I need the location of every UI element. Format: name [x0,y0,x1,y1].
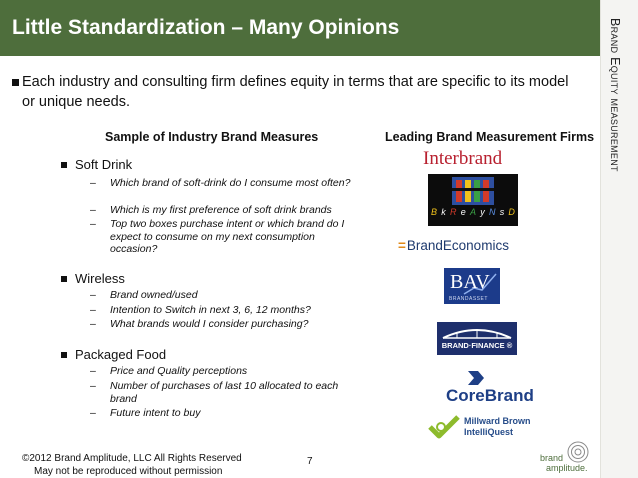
equals-icon: = [398,238,406,253]
main-bullet: Each industry and consulting firm defines equity in terms that are specific to its model or unique needs. [22,74,569,110]
millward-emblem-icon [427,414,461,440]
millward-wordmark: Millward Brown IntelliQuest [464,416,531,437]
corebrand-logo: CoreBrand [446,386,534,405]
list-item-text: Top two boxes purchase intent or which brand do I expect to consume on my next consumption occasion? [110,218,345,255]
dash-mark: – [90,380,96,392]
dash-mark: – [90,218,96,230]
dash-mark: – [90,177,96,189]
bullet-square-icon [12,79,19,86]
bridge-icon [437,322,517,342]
page-number: 7 [307,456,313,467]
category-wireless: Wireless [75,271,125,286]
list-item-text: Number of purchases of last 10 allocated to each brand [110,380,339,405]
millward-brown-logo [427,414,531,440]
footer-copyright: ©2012 Brand Amplitude, LLC All Rights Reserved May not be reproduced without permission [22,453,242,477]
brand-economics-logo: =BrandEconomics [398,238,509,253]
left-column-heading: Sample of Industry Brand Measures [105,130,319,144]
dash-mark: – [90,407,96,419]
bullet-square-icon [61,276,67,282]
list-item-text: Brand owned/used [110,289,198,301]
brand-finance-logo: BRAND·FINANCE ® [437,322,517,355]
dash-mark: – [90,318,96,330]
bullet-square-icon [61,352,67,358]
dash-mark: – [90,304,96,316]
dash-mark: – [90,204,96,216]
list-item-text: Price and Quality perceptions [110,365,248,377]
list-item-text: Which brand of soft-drink do I consume most often? [110,177,351,189]
slide-title: Little Standardization – Many Opinions [12,16,400,39]
brand-amplitude-logo: brand amplitude. [540,440,596,476]
dash-mark: – [90,289,96,301]
list-item-text: Intention to Switch in next 3, 6, 12 months? [110,304,311,316]
list-item-text: Future intent to buy [110,407,201,419]
list-item-text: What brands would I consider purchasing? [110,318,309,330]
interbrand-logo: Interbrand [423,148,503,169]
list-item-text: Which is my first preference of soft drink brands [110,204,332,216]
bullet-square-icon [61,162,67,168]
brand-keys-wordmark: B k R e A y N s D [431,207,515,217]
right-column-heading: Leading Brand Measurement Firms [385,130,595,144]
dash-mark: – [90,365,96,377]
bav-logo: BAV BRANDASSET [444,268,500,304]
category-soft-drink: Soft Drink [75,157,133,172]
side-label: Brand Equity measurement [608,18,622,172]
brand-keys-emblem-icon [428,174,518,206]
category-packaged-food: Packaged Food [75,347,167,362]
brand-keys-logo [428,174,518,226]
